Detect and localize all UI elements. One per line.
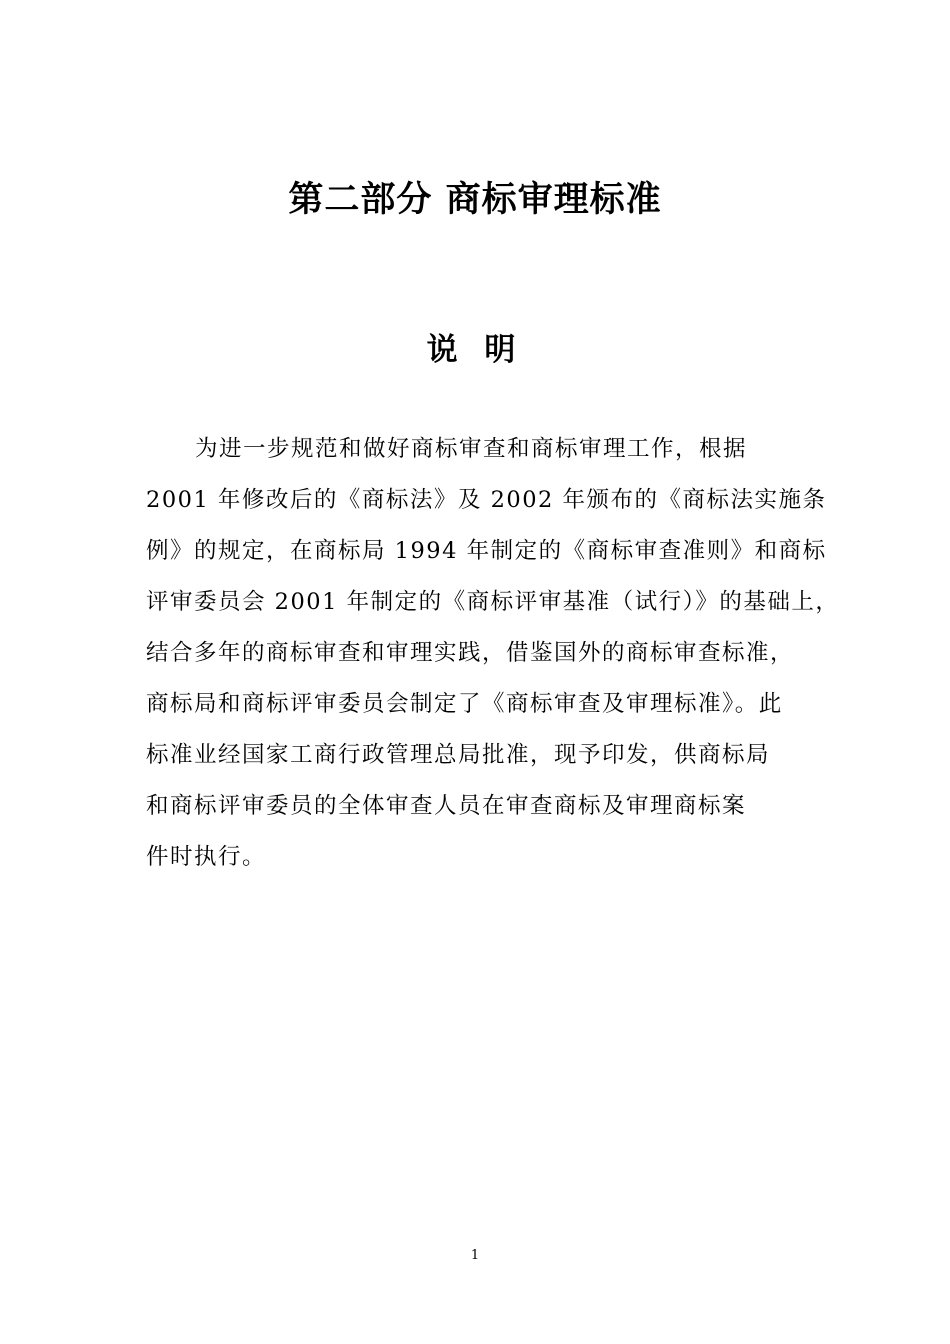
body-paragraph [146, 424, 840, 883]
paragraph-line: 例》的规定，在商标局 1994 年制定的《商标审查准则》和商标 [146, 538, 827, 564]
section-title: 说 明 [426, 332, 524, 368]
paragraph-line: 商标局和商标评审委员会制定了《商标审查及审理标准》。此 [146, 691, 783, 717]
page-number: 1 [470, 1248, 480, 1263]
part-title: 第二部分 商标审理标准 [288, 180, 662, 220]
paragraph-line: 标准业经国家工商行政管理总局批准，现予印发，供商标局 [146, 742, 771, 768]
paragraph-line: 结合多年的商标审查和审理实践，借鉴国外的商标审查标准， [146, 640, 795, 666]
paragraph-line: 2001 年修改后的《商标法》及 2002 年颁布的《商标法实施条 [146, 487, 827, 513]
paragraph-line: 和商标评审委员的全体审查人员在审查商标及审理商标案 [146, 793, 747, 819]
paragraph-line: 评审委员会 2001 年制定的《商标评审基准（试行）》的基础上， [146, 589, 840, 615]
paragraph-line: 件时执行。 [146, 844, 267, 870]
paragraph-line: 为进一步规范和做好商标审查和商标审理工作，根据 [195, 436, 748, 462]
